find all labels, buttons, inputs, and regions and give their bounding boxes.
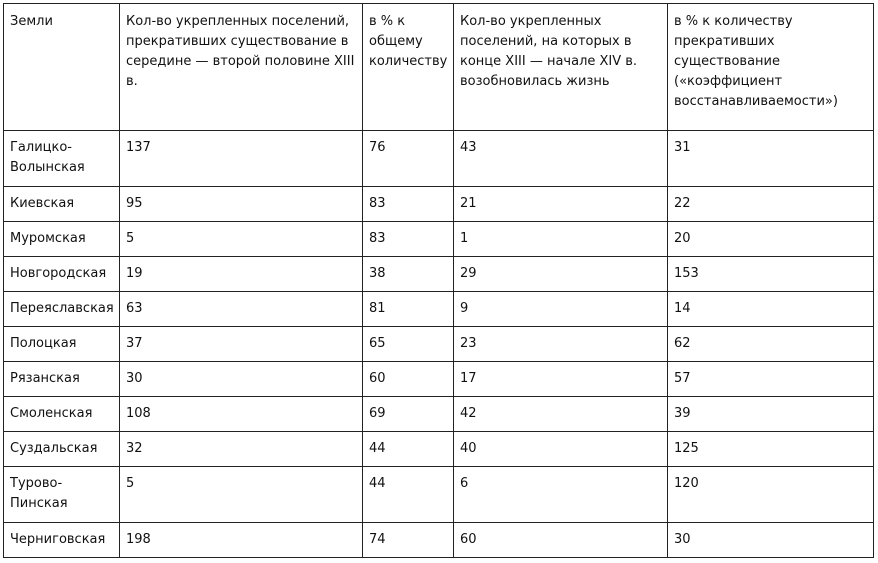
cell-land: Суздальская — [4, 432, 120, 467]
table-row — [4, 523, 874, 558]
header-lands: Земли — [4, 4, 120, 131]
table-row — [4, 257, 874, 292]
header-revived-count: Кол-во укрепленных поселений, на которых в конце XIII — начале XIV в. возобновилась жизнь — [454, 4, 668, 131]
cell-ceased-percent: 60 — [363, 362, 454, 397]
cell-ceased-count: 32 — [120, 432, 363, 467]
cell-revived-count: 9 — [454, 292, 668, 327]
header-ceased-count: Кол-во укрепленных поселений, прекративших существование в середине — второй половине XIII в. — [120, 4, 363, 131]
cell-ceased-count: 198 — [120, 523, 363, 558]
cell-recovery-coefficient: 31 — [668, 131, 874, 187]
cell-ceased-count: 5 — [120, 467, 363, 523]
cell-recovery-coefficient: 14 — [668, 292, 874, 327]
data-table — [3, 3, 874, 558]
cell-revived-count: 17 — [454, 362, 668, 397]
table-row — [4, 432, 874, 467]
cell-ceased-count: 30 — [120, 362, 363, 397]
cell-revived-count: 6 — [454, 467, 668, 523]
cell-recovery-coefficient: 153 — [668, 257, 874, 292]
cell-recovery-coefficient: 22 — [668, 187, 874, 222]
cell-revived-count: 40 — [454, 432, 668, 467]
cell-recovery-coefficient: 39 — [668, 397, 874, 432]
cell-recovery-coefficient: 125 — [668, 432, 874, 467]
table-row — [4, 397, 874, 432]
cell-land: Галицко- Волынская — [4, 131, 120, 187]
cell-land: Киевская — [4, 187, 120, 222]
cell-recovery-coefficient: 62 — [668, 327, 874, 362]
cell-ceased-percent: 69 — [363, 397, 454, 432]
cell-ceased-percent: 76 — [363, 131, 454, 187]
cell-ceased-percent: 83 — [363, 187, 454, 222]
table-row — [4, 467, 874, 523]
table-row — [4, 131, 874, 187]
cell-ceased-percent: 44 — [363, 432, 454, 467]
cell-ceased-count: 95 — [120, 187, 363, 222]
cell-revived-count: 60 — [454, 523, 668, 558]
cell-ceased-count: 137 — [120, 131, 363, 187]
table-row — [4, 222, 874, 257]
cell-ceased-percent: 44 — [363, 467, 454, 523]
cell-recovery-coefficient: 120 — [668, 467, 874, 523]
cell-revived-count: 21 — [454, 187, 668, 222]
table-row — [4, 187, 874, 222]
table-row — [4, 327, 874, 362]
table-container — [3, 3, 874, 558]
table-row — [4, 362, 874, 397]
cell-revived-count: 29 — [454, 257, 668, 292]
cell-land: Черниговская — [4, 523, 120, 558]
cell-land: Новгородская — [4, 257, 120, 292]
cell-ceased-count: 108 — [120, 397, 363, 432]
cell-ceased-count: 63 — [120, 292, 363, 327]
header-ceased-percent: в % к общему количеству — [363, 4, 454, 131]
cell-ceased-percent: 81 — [363, 292, 454, 327]
cell-recovery-coefficient: 20 — [668, 222, 874, 257]
cell-revived-count: 23 — [454, 327, 668, 362]
table-header-row — [4, 4, 874, 131]
cell-land: Турово- Пинская — [4, 467, 120, 523]
cell-ceased-percent: 38 — [363, 257, 454, 292]
cell-recovery-coefficient: 57 — [668, 362, 874, 397]
cell-land: Муромская — [4, 222, 120, 257]
cell-revived-count: 1 — [454, 222, 668, 257]
cell-land: Смоленская — [4, 397, 120, 432]
cell-ceased-percent: 65 — [363, 327, 454, 362]
header-recovery-coefficient: в % к количеству прекративших существование («коэффициент восстанавливаемости») — [668, 4, 874, 131]
cell-revived-count: 42 — [454, 397, 668, 432]
table-row — [4, 292, 874, 327]
cell-land: Полоцкая — [4, 327, 120, 362]
cell-ceased-percent: 74 — [363, 523, 454, 558]
cell-ceased-percent: 83 — [363, 222, 454, 257]
cell-ceased-count: 19 — [120, 257, 363, 292]
cell-ceased-count: 37 — [120, 327, 363, 362]
cell-revived-count: 43 — [454, 131, 668, 187]
cell-land: Рязанская — [4, 362, 120, 397]
cell-ceased-count: 5 — [120, 222, 363, 257]
cell-recovery-coefficient: 30 — [668, 523, 874, 558]
cell-land: Переяславская — [4, 292, 120, 327]
